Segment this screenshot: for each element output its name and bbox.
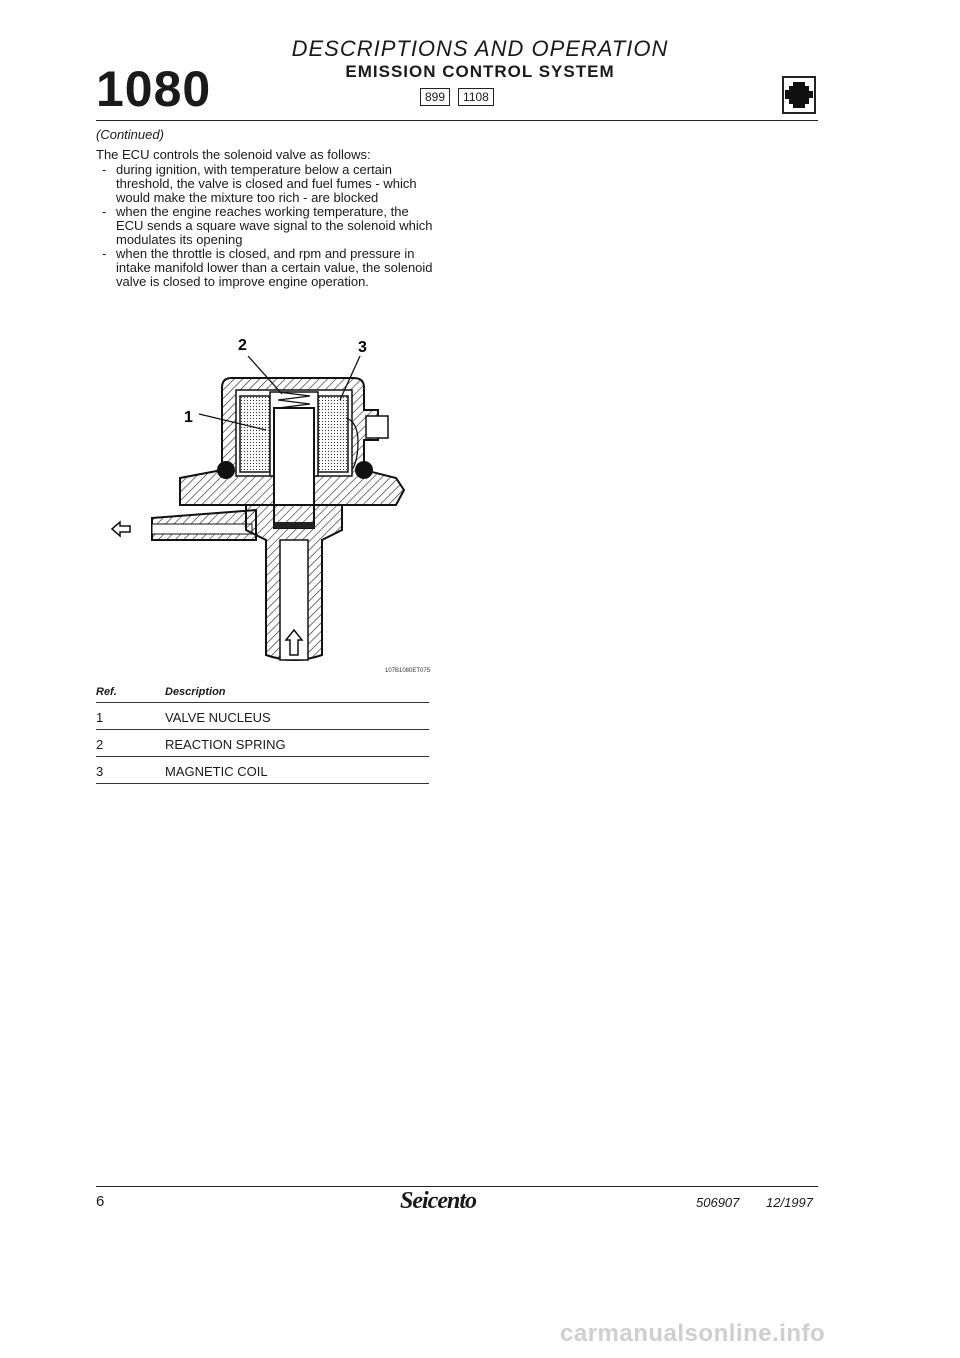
header-divider (96, 120, 818, 121)
callout-2: 2 (238, 337, 247, 354)
table-row (96, 703, 429, 730)
ref-cell: 2 (96, 730, 165, 757)
o-ring-left (217, 461, 235, 479)
description-cell: REACTION SPRING (165, 730, 429, 757)
bullet-list (96, 163, 436, 289)
callout-1: 1 (184, 409, 193, 426)
document-date: 12/1997 (766, 1195, 813, 1210)
coil-right (318, 396, 348, 472)
column-header-ref: Ref. (96, 683, 165, 703)
page-title: DESCRIPTIONS AND OPERATION (291, 36, 669, 61)
model-code-899: 899 (420, 88, 450, 106)
footer-divider (96, 1186, 818, 1187)
bullet-item: - when the engine reaches working temperature, the ECU sends a square wave signal to the solenoid which modulates its opening (96, 205, 436, 247)
description-cell: VALVE NUCLEUS (165, 703, 429, 730)
electrical-connector (366, 416, 388, 438)
flow-arrow-left-icon (112, 522, 130, 536)
document-number: 506907 (696, 1195, 740, 1210)
ref-cell: 1 (96, 703, 165, 730)
column-header-description: Description (165, 683, 429, 703)
page-subtitle: EMISSION CONTROL SYSTEM (345, 62, 615, 81)
intro-text: The ECU controls the solenoid valve as follows: (96, 147, 371, 162)
reference-table (96, 683, 429, 784)
table-header-row (96, 683, 429, 703)
ref-cell: 3 (96, 757, 165, 784)
bullet-item: - when the throttle is closed, and rpm and pressure in intake manifold lower than a certain value, the solenoid valve is closed to improve engine operation. (96, 247, 436, 289)
section-code: 1080 (96, 61, 212, 117)
callout-3: 3 (358, 339, 367, 356)
table-row (96, 730, 429, 757)
o-ring-right (355, 461, 373, 479)
continued-label: (Continued) (96, 127, 164, 142)
description-cell: MAGNETIC COIL (165, 757, 429, 784)
solenoid-valve-diagram (96, 330, 436, 680)
table-row (96, 757, 429, 784)
model-code-1108: 1108 (458, 88, 494, 106)
model-codes (420, 88, 494, 106)
page-number: 6 (96, 1193, 105, 1210)
bullet-item: - during ignition, with temperature below a certain threshold, the valve is closed and fuel fumes - which would make the mixture too rich - are blocked (96, 163, 436, 205)
brand-logo: Seicento (400, 1188, 476, 1214)
engine-icon (782, 76, 816, 114)
coil-left (240, 396, 270, 472)
watermark: carmanualsonline.info (560, 1320, 826, 1347)
diagram-code: 107B1080ET075 (385, 668, 431, 674)
